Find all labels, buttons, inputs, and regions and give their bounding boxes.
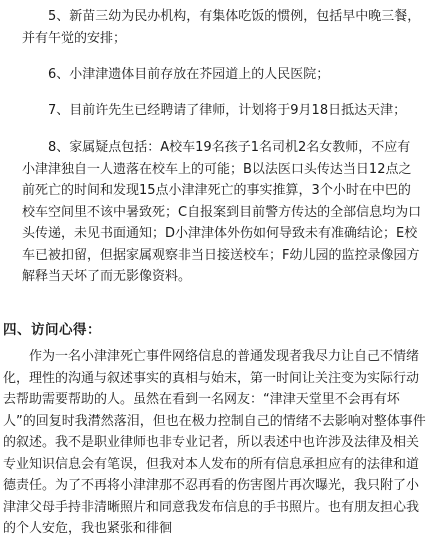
list-item-7: 7、目前许先生已经聘请了律师，计划将于9月18日抵达天津；	[48, 103, 407, 118]
section-heading: 四、访问心得：	[3, 322, 101, 338]
list-item-6: 6、小津津遗体目前存放在芥园道上的人民医院；	[48, 67, 330, 82]
list-item-8: 8、家属疑点包括：A校车19名孩子1名司机2名女教师，不应有小津津独自一人遗落在校车上的可能；B以法医口头传达当日12点之前死亡的时间和发现15点小津津死亡的事实推算，3个小时在中巴的校车空间里不该中暑致死；C自报案到目前警方传达的全部信息均为口头传递，未见书面通知；D小津津体外伤如何导致未有准确结论；E校车已被扣留，但据家属观察非当日接送校车；F幼儿园的监控录像园方解释当天坏了而无影像资料。	[22, 140, 422, 284]
list-item-5: 5、新苗三幼为民办机构，有集体吃饭的惯例，包括早中晚三餐，并有午觉的安排；	[22, 9, 421, 46]
section-body: 作为一名小津津死亡事件网络信息的普通发现者我尽力让自己不情绪化，理性的沟通与叙述事实的真相与始末，第一时间让关注变为实际行动去帮助需要帮助的人。虽然在看到一名网友：“津津天堂里不会再有坏人”的回复时我潸然落泪，但也在极力控制自己的情绪不去影响对整体事件的叙述。我不是职业律师也非专业记者，所以表述中也许涉及法律及相关专业知识信息会有笔误，但我对本人发布的所有信息承担应有的法律和道德责任。为了不再将小津津那不忍再看的伤害图片再次曝光，我只附了小津津父母手持非清晰照片和同意我发布信息的手书照片。也有朋友担心我的个人安危，我也紧张和徘徊	[3, 349, 426, 536]
